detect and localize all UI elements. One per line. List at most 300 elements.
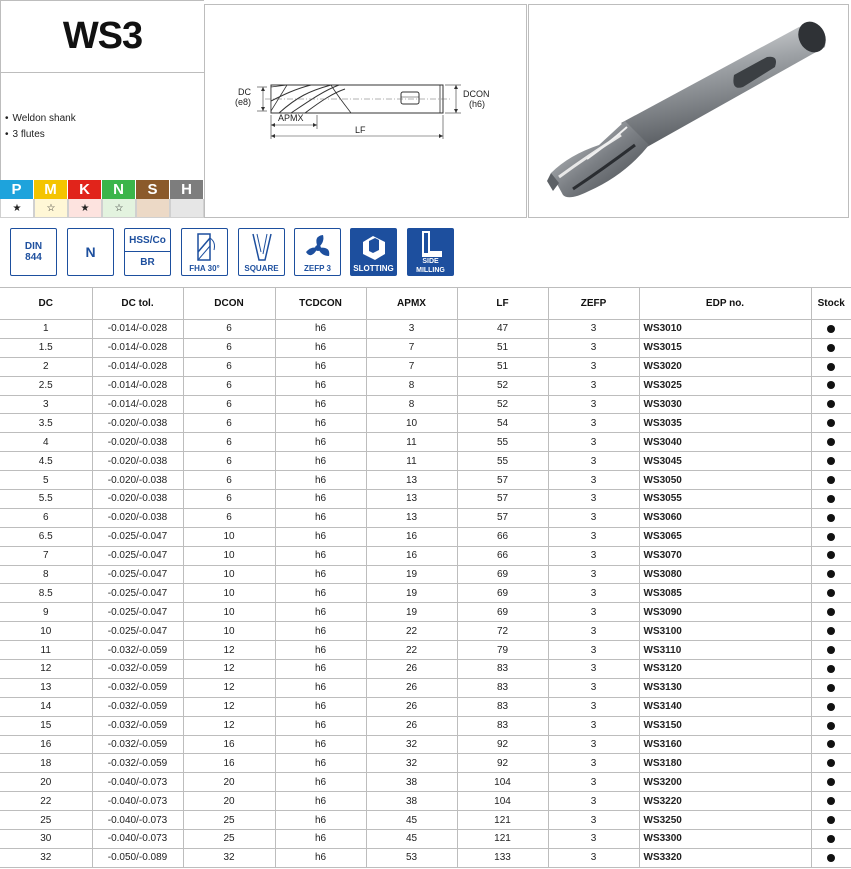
stock-cell bbox=[811, 357, 851, 376]
table-cell: 16 bbox=[0, 735, 92, 754]
table-row bbox=[0, 395, 851, 414]
product-photo bbox=[528, 4, 849, 218]
in-stock-indicator-icon bbox=[827, 438, 835, 446]
table-cell: 10 bbox=[0, 622, 92, 641]
table-cell: 6 bbox=[183, 471, 275, 490]
table-cell: 7 bbox=[0, 546, 92, 565]
table-cell: 25 bbox=[183, 830, 275, 849]
table-cell: WS3180 bbox=[639, 754, 811, 773]
table-cell: 3 bbox=[548, 338, 639, 357]
table-cell: -0.020/-0.038 bbox=[92, 471, 183, 490]
table-cell: 3 bbox=[366, 320, 457, 339]
table-cell: h6 bbox=[275, 338, 366, 357]
column-header: DC tol. bbox=[92, 288, 183, 320]
table-cell: 25 bbox=[0, 811, 92, 830]
stock-cell bbox=[811, 716, 851, 735]
table-cell: h6 bbox=[275, 471, 366, 490]
table-cell: WS3010 bbox=[639, 320, 811, 339]
helix-angle-label: FHA 30° bbox=[189, 263, 220, 273]
table-cell: 2.5 bbox=[0, 376, 92, 395]
stock-cell bbox=[811, 490, 851, 509]
side-milling-icon bbox=[416, 229, 446, 257]
table-cell: 3 bbox=[548, 716, 639, 735]
table-cell: -0.040/-0.073 bbox=[92, 792, 183, 811]
in-stock-indicator-icon bbox=[827, 703, 835, 711]
stock-cell bbox=[811, 565, 851, 584]
material-rating-n: ☆ bbox=[102, 199, 136, 218]
table-cell: 3 bbox=[548, 471, 639, 490]
product-header bbox=[0, 0, 851, 220]
table-cell: -0.040/-0.073 bbox=[92, 830, 183, 849]
table-cell: 19 bbox=[366, 603, 457, 622]
table-cell: WS3085 bbox=[639, 584, 811, 603]
table-cell: 83 bbox=[457, 678, 548, 697]
table-cell: 83 bbox=[457, 660, 548, 679]
table-cell: 10 bbox=[183, 527, 275, 546]
table-body bbox=[0, 320, 851, 868]
in-stock-indicator-icon bbox=[827, 646, 835, 654]
table-cell: 13 bbox=[0, 678, 92, 697]
table-cell: 10 bbox=[183, 546, 275, 565]
stock-cell bbox=[811, 773, 851, 792]
table-cell: -0.020/-0.038 bbox=[92, 433, 183, 452]
table-cell: 16 bbox=[366, 546, 457, 565]
feature-item: • Weldon shank bbox=[5, 111, 204, 127]
table-cell: WS3130 bbox=[639, 678, 811, 697]
in-stock-indicator-icon bbox=[827, 759, 835, 767]
table-cell: h6 bbox=[275, 830, 366, 849]
table-cell: 8.5 bbox=[0, 584, 92, 603]
table-row bbox=[0, 811, 851, 830]
table-cell: 72 bbox=[457, 622, 548, 641]
in-stock-indicator-icon bbox=[827, 835, 835, 843]
table-cell: h6 bbox=[275, 735, 366, 754]
in-stock-indicator-icon bbox=[827, 533, 835, 541]
table-cell: WS3025 bbox=[639, 376, 811, 395]
column-header: Stock bbox=[811, 288, 851, 320]
table-cell: -0.025/-0.047 bbox=[92, 527, 183, 546]
table-cell: 3 bbox=[548, 773, 639, 792]
table-cell: h6 bbox=[275, 678, 366, 697]
table-cell: WS3160 bbox=[639, 735, 811, 754]
table-cell: h6 bbox=[275, 433, 366, 452]
table-row bbox=[0, 338, 851, 357]
table-cell: 57 bbox=[457, 490, 548, 509]
table-cell: 45 bbox=[366, 830, 457, 849]
table-cell: -0.032/-0.059 bbox=[92, 641, 183, 660]
table-row bbox=[0, 773, 851, 792]
table-cell: h6 bbox=[275, 641, 366, 660]
end-type-label: SQUARE bbox=[244, 263, 279, 273]
apmx-label: APMX bbox=[278, 113, 304, 123]
feature-item: • 3 flutes bbox=[5, 127, 204, 143]
table-cell: 6 bbox=[183, 414, 275, 433]
material-letters-row bbox=[0, 180, 204, 199]
table-cell: 3 bbox=[548, 452, 639, 471]
stock-cell bbox=[811, 527, 851, 546]
table-cell: -0.020/-0.038 bbox=[92, 452, 183, 471]
stock-cell bbox=[811, 433, 851, 452]
table-row bbox=[0, 678, 851, 697]
table-cell: -0.032/-0.059 bbox=[92, 754, 183, 773]
material-group-k: K bbox=[68, 180, 102, 199]
tool-type-n-badge bbox=[67, 228, 114, 276]
table-cell: 3 bbox=[548, 320, 639, 339]
column-header: LF bbox=[457, 288, 548, 320]
table-cell: 55 bbox=[457, 452, 548, 471]
table-cell: 16 bbox=[366, 527, 457, 546]
square-end-icon bbox=[247, 232, 277, 264]
table-cell: 10 bbox=[183, 622, 275, 641]
table-cell: -0.025/-0.047 bbox=[92, 603, 183, 622]
material-rating-m: ☆ bbox=[34, 199, 68, 218]
table-cell: 26 bbox=[366, 716, 457, 735]
table-row bbox=[0, 848, 851, 867]
table-cell: 6 bbox=[183, 508, 275, 527]
product-title: WS3 bbox=[62, 15, 143, 57]
table-cell: 10 bbox=[183, 603, 275, 622]
table-cell: 19 bbox=[366, 584, 457, 603]
table-cell: 8 bbox=[366, 376, 457, 395]
table-cell: 20 bbox=[183, 792, 275, 811]
table-cell: 3 bbox=[548, 811, 639, 830]
table-cell: WS3070 bbox=[639, 546, 811, 565]
din-number: 844 bbox=[25, 252, 42, 263]
stock-cell bbox=[811, 395, 851, 414]
table-row bbox=[0, 565, 851, 584]
table-cell: 69 bbox=[457, 584, 548, 603]
tool-spec-icons bbox=[0, 224, 851, 280]
table-row bbox=[0, 357, 851, 376]
in-stock-indicator-icon bbox=[827, 570, 835, 578]
table-cell: 20 bbox=[0, 773, 92, 792]
flute-count-badge bbox=[294, 228, 341, 276]
table-cell: WS3080 bbox=[639, 565, 811, 584]
in-stock-indicator-icon bbox=[827, 495, 835, 503]
table-cell: 52 bbox=[457, 376, 548, 395]
table-cell: 15 bbox=[0, 716, 92, 735]
table-cell: -0.032/-0.059 bbox=[92, 660, 183, 679]
table-cell: WS3110 bbox=[639, 641, 811, 660]
table-cell: -0.025/-0.047 bbox=[92, 622, 183, 641]
table-cell: 3 bbox=[548, 414, 639, 433]
table-cell: 30 bbox=[0, 830, 92, 849]
table-cell: 4 bbox=[0, 433, 92, 452]
table-cell: 54 bbox=[457, 414, 548, 433]
table-cell: -0.025/-0.047 bbox=[92, 546, 183, 565]
table-cell: 69 bbox=[457, 565, 548, 584]
table-row bbox=[0, 792, 851, 811]
table-cell: 6 bbox=[183, 433, 275, 452]
table-cell: h6 bbox=[275, 376, 366, 395]
stock-cell bbox=[811, 735, 851, 754]
slotting-label: SLOTTING bbox=[353, 263, 394, 273]
table-cell: 10 bbox=[183, 565, 275, 584]
in-stock-indicator-icon bbox=[827, 589, 835, 597]
stock-cell bbox=[811, 830, 851, 849]
table-row bbox=[0, 830, 851, 849]
column-header: APMX bbox=[366, 288, 457, 320]
in-stock-indicator-icon bbox=[827, 778, 835, 786]
table-cell: 83 bbox=[457, 716, 548, 735]
table-cell: 57 bbox=[457, 471, 548, 490]
stock-cell bbox=[811, 546, 851, 565]
table-cell: 51 bbox=[457, 357, 548, 376]
table-cell: 79 bbox=[457, 641, 548, 660]
table-cell: 57 bbox=[457, 508, 548, 527]
table-cell: 12 bbox=[183, 716, 275, 735]
material-group-n: N bbox=[102, 180, 136, 199]
table-cell: 83 bbox=[457, 697, 548, 716]
in-stock-indicator-icon bbox=[827, 665, 835, 673]
table-cell: WS3320 bbox=[639, 848, 811, 867]
din-standard-badge bbox=[10, 228, 57, 276]
table-row bbox=[0, 660, 851, 679]
table-row bbox=[0, 716, 851, 735]
table-cell: WS3030 bbox=[639, 395, 811, 414]
table-cell: -0.014/-0.028 bbox=[92, 338, 183, 357]
table-cell: 11 bbox=[0, 641, 92, 660]
end-mill-photo bbox=[529, 5, 850, 219]
table-cell: WS3150 bbox=[639, 716, 811, 735]
table-cell: 32 bbox=[0, 848, 92, 867]
in-stock-indicator-icon bbox=[827, 325, 835, 333]
table-row bbox=[0, 320, 851, 339]
table-cell: 3 bbox=[548, 754, 639, 773]
stock-cell bbox=[811, 641, 851, 660]
table-row bbox=[0, 754, 851, 773]
stock-cell bbox=[811, 811, 851, 830]
table-cell: 3 bbox=[548, 490, 639, 509]
table-cell: 16 bbox=[183, 735, 275, 754]
in-stock-indicator-icon bbox=[827, 608, 835, 616]
dimensions-table-wrapper bbox=[0, 287, 851, 868]
table-cell: h6 bbox=[275, 565, 366, 584]
table-cell: 12 bbox=[183, 641, 275, 660]
tool-material-label: HSS/Co bbox=[125, 231, 170, 252]
table-cell: h6 bbox=[275, 697, 366, 716]
table-cell: h6 bbox=[275, 773, 366, 792]
in-stock-indicator-icon bbox=[827, 476, 835, 484]
table-cell: WS3250 bbox=[639, 811, 811, 830]
table-cell: -0.014/-0.028 bbox=[92, 357, 183, 376]
table-cell: 51 bbox=[457, 338, 548, 357]
table-cell: 3 bbox=[548, 848, 639, 867]
table-row bbox=[0, 376, 851, 395]
dc-tolerance-label: (e8) bbox=[235, 97, 252, 107]
table-cell: WS3140 bbox=[639, 697, 811, 716]
table-cell: 3 bbox=[548, 735, 639, 754]
table-cell: h6 bbox=[275, 716, 366, 735]
material-group-h: H bbox=[170, 180, 204, 199]
table-cell: 133 bbox=[457, 848, 548, 867]
table-cell: 26 bbox=[366, 697, 457, 716]
table-cell: -0.032/-0.059 bbox=[92, 697, 183, 716]
table-cell: 12 bbox=[0, 660, 92, 679]
table-cell: -0.014/-0.028 bbox=[92, 395, 183, 414]
stock-cell bbox=[811, 754, 851, 773]
table-cell: h6 bbox=[275, 754, 366, 773]
din-label: DIN bbox=[24, 241, 43, 252]
table-cell: 3 bbox=[548, 603, 639, 622]
table-cell: 45 bbox=[366, 811, 457, 830]
table-cell: 11 bbox=[366, 452, 457, 471]
table-cell: 25 bbox=[183, 811, 275, 830]
table-cell: 38 bbox=[366, 773, 457, 792]
table-cell: 6 bbox=[183, 490, 275, 509]
stock-cell bbox=[811, 848, 851, 867]
in-stock-indicator-icon bbox=[827, 854, 835, 862]
in-stock-indicator-icon bbox=[827, 797, 835, 805]
table-row bbox=[0, 527, 851, 546]
table-cell: 19 bbox=[366, 565, 457, 584]
material-rating-s bbox=[136, 199, 170, 218]
table-cell: 13 bbox=[366, 490, 457, 509]
in-stock-indicator-icon bbox=[827, 400, 835, 408]
material-rating-k: ★ bbox=[68, 199, 102, 218]
table-cell: 6 bbox=[183, 338, 275, 357]
end-mill-drawing bbox=[205, 5, 528, 219]
table-cell: 7 bbox=[366, 338, 457, 357]
flute-count-label: ZEFP 3 bbox=[304, 263, 331, 273]
table-cell: 32 bbox=[183, 848, 275, 867]
table-cell: 22 bbox=[0, 792, 92, 811]
table-cell: 121 bbox=[457, 811, 548, 830]
tool-material-badge bbox=[124, 228, 171, 276]
table-cell: 3 bbox=[548, 678, 639, 697]
table-cell: 3 bbox=[548, 622, 639, 641]
helix-angle-icon bbox=[190, 232, 220, 264]
table-cell: WS3100 bbox=[639, 622, 811, 641]
coating-label: BR bbox=[140, 256, 155, 268]
stock-cell bbox=[811, 508, 851, 527]
table-cell: h6 bbox=[275, 811, 366, 830]
side-milling-badge bbox=[407, 228, 454, 276]
table-cell: 12 bbox=[183, 697, 275, 716]
table-row bbox=[0, 697, 851, 716]
table-cell: 3 bbox=[548, 376, 639, 395]
table-header-row bbox=[0, 288, 851, 320]
table-cell: 32 bbox=[366, 754, 457, 773]
table-cell: WS3220 bbox=[639, 792, 811, 811]
dimensions-table bbox=[0, 287, 851, 868]
stock-cell bbox=[811, 320, 851, 339]
table-cell: 3 bbox=[548, 508, 639, 527]
material-group-m: M bbox=[34, 180, 68, 199]
table-cell: 3 bbox=[548, 697, 639, 716]
stock-cell bbox=[811, 678, 851, 697]
table-cell: 3 bbox=[548, 357, 639, 376]
tool-type-n-label: N bbox=[85, 244, 96, 260]
table-cell: 3 bbox=[0, 395, 92, 414]
table-cell: 3 bbox=[548, 792, 639, 811]
table-cell: 6 bbox=[0, 508, 92, 527]
table-cell: 8 bbox=[366, 395, 457, 414]
table-cell: 20 bbox=[183, 773, 275, 792]
table-row bbox=[0, 414, 851, 433]
table-cell: -0.014/-0.028 bbox=[92, 320, 183, 339]
table-cell: -0.050/-0.089 bbox=[92, 848, 183, 867]
table-cell: h6 bbox=[275, 622, 366, 641]
table-cell: WS3090 bbox=[639, 603, 811, 622]
stock-cell bbox=[811, 660, 851, 679]
table-cell: 3 bbox=[548, 584, 639, 603]
table-cell: 14 bbox=[0, 697, 92, 716]
stock-cell bbox=[811, 584, 851, 603]
stock-cell bbox=[811, 414, 851, 433]
stock-cell bbox=[811, 603, 851, 622]
stock-cell bbox=[811, 471, 851, 490]
table-cell: 6 bbox=[183, 376, 275, 395]
material-rating-p: ★ bbox=[0, 199, 34, 218]
table-cell: h6 bbox=[275, 848, 366, 867]
table-cell: -0.040/-0.073 bbox=[92, 811, 183, 830]
table-cell: 121 bbox=[457, 830, 548, 849]
table-cell: -0.014/-0.028 bbox=[92, 376, 183, 395]
table-cell: 38 bbox=[366, 792, 457, 811]
table-cell: 3 bbox=[548, 641, 639, 660]
table-cell: WS3035 bbox=[639, 414, 811, 433]
table-cell: 2 bbox=[0, 357, 92, 376]
table-cell: 13 bbox=[366, 471, 457, 490]
material-ratings-row bbox=[0, 199, 204, 218]
slotting-icon bbox=[359, 232, 389, 264]
table-cell: WS3055 bbox=[639, 490, 811, 509]
table-cell: WS3050 bbox=[639, 471, 811, 490]
table-cell: 22 bbox=[366, 641, 457, 660]
table-cell: 6 bbox=[183, 395, 275, 414]
table-cell: 3 bbox=[548, 395, 639, 414]
table-row bbox=[0, 622, 851, 641]
table-cell: WS3200 bbox=[639, 773, 811, 792]
column-header: DC bbox=[0, 288, 92, 320]
table-cell: -0.040/-0.073 bbox=[92, 773, 183, 792]
table-row bbox=[0, 452, 851, 471]
table-cell: 7 bbox=[366, 357, 457, 376]
stock-cell bbox=[811, 376, 851, 395]
table-cell: 53 bbox=[366, 848, 457, 867]
in-stock-indicator-icon bbox=[827, 684, 835, 692]
in-stock-indicator-icon bbox=[827, 419, 835, 427]
stock-cell bbox=[811, 452, 851, 471]
table-row bbox=[0, 641, 851, 660]
table-cell: -0.025/-0.047 bbox=[92, 584, 183, 603]
table-cell: 3 bbox=[548, 660, 639, 679]
table-cell: WS3015 bbox=[639, 338, 811, 357]
table-cell: -0.032/-0.059 bbox=[92, 735, 183, 754]
table-row bbox=[0, 584, 851, 603]
column-header: DCON bbox=[183, 288, 275, 320]
dc-label: DC bbox=[238, 87, 251, 97]
table-cell: 52 bbox=[457, 395, 548, 414]
table-row bbox=[0, 471, 851, 490]
table-cell: 4.5 bbox=[0, 452, 92, 471]
dcon-tolerance-label: (h6) bbox=[469, 99, 486, 109]
slotting-badge bbox=[350, 228, 397, 276]
in-stock-indicator-icon bbox=[827, 514, 835, 522]
table-cell: 12 bbox=[183, 660, 275, 679]
table-cell: 16 bbox=[183, 754, 275, 773]
dcon-label: DCON bbox=[463, 89, 490, 99]
column-header: TCDCON bbox=[275, 288, 366, 320]
table-cell: -0.020/-0.038 bbox=[92, 414, 183, 433]
table-cell: -0.020/-0.038 bbox=[92, 508, 183, 527]
in-stock-indicator-icon bbox=[827, 816, 835, 824]
table-cell: 1 bbox=[0, 320, 92, 339]
column-header: ZEFP bbox=[548, 288, 639, 320]
column-header: EDP no. bbox=[639, 288, 811, 320]
table-cell: WS3120 bbox=[639, 660, 811, 679]
